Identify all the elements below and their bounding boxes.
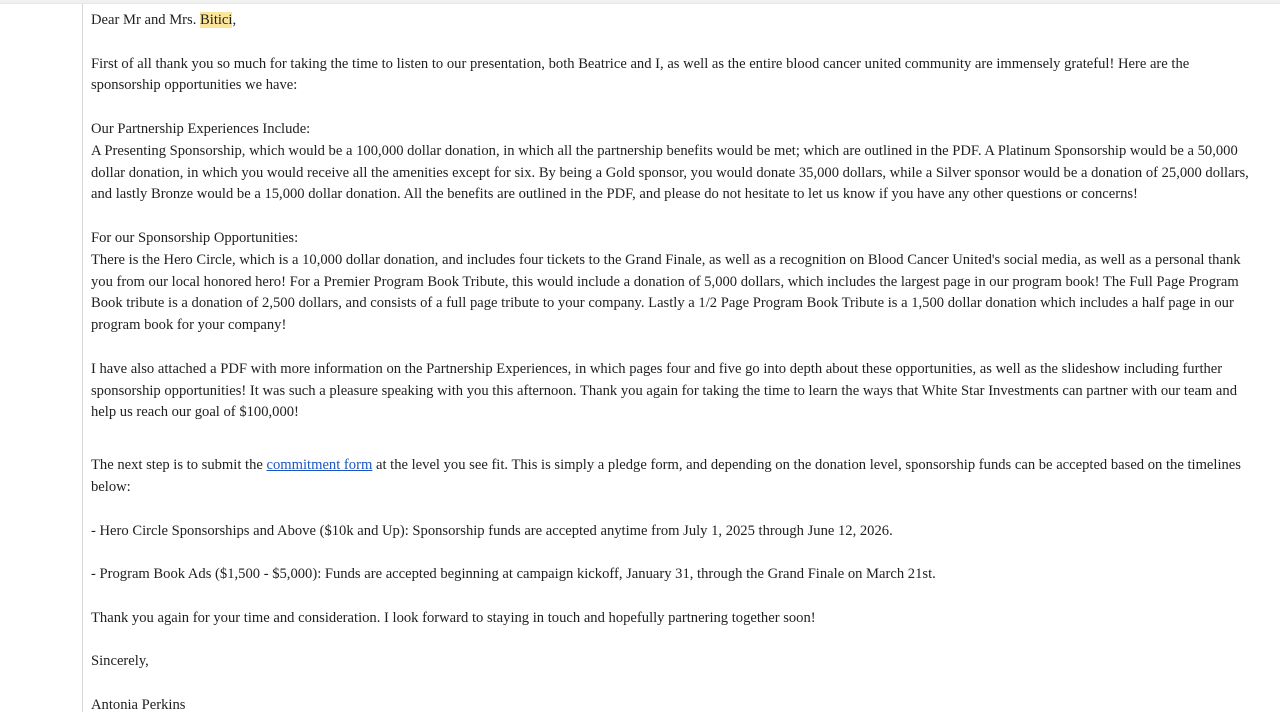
top-divider: [0, 0, 1280, 4]
left-gutter: [0, 4, 82, 712]
signature-name: Antonia Perkins: [91, 696, 186, 712]
highlighted-name: Bitici: [200, 12, 233, 28]
commitment-form-link[interactable]: commitment form: [266, 457, 373, 474]
greeting-prefix: Dear Mr and Mrs.: [91, 12, 201, 28]
left-divider: [82, 4, 83, 712]
next-step-suffix: at the level you see fit. This is simply a pledge form, and depending on the donation level, sponsorship funds can be accepted based on the timelines below:: [91, 457, 1241, 495]
partnership-heading: Our Partnership Experiences Include:: [91, 120, 311, 137]
pdf-paragraph: I have also attached a PDF with more information on the Partnership Experiences, in which pages four and five go into depth about these opportunities, as well as the slideshow including further sponsorship opportunities! It was such a pleasure speaking with you this afternoon. Thank you again for taking the time to learn the ways that White Star Investments can partner with our team and help us reach our goal of $100,000!: [91, 360, 1238, 421]
partnership-paragraph: A Presenting Sponsorship, which would be a 100,000 dollar donation, in which all the partnership benefits would be met; which are outlined in the PDF. A Platinum Sponsorship would be a 50,000 dollar donation, in which you would receive all the amenities except for six. By being a Gold sponsor, you would donate 35,000 dollars, while a Silver sponsor would be a donation of 25,000 dollars, and lastly Bronze would be a 15,000 dollar donation. All the benefits are outlined in the PDF, and please do not hesitate to let us know if you have any other questions or concerns!: [91, 142, 1249, 203]
sponsorship-heading: For our Sponsorship Opportunities:: [91, 229, 299, 246]
next-step-paragraph: [91, 455, 1259, 499]
timeline-item-program-book: - Program Book Ads ($1,500 - $5,000): Funds are accepted beginning at campaign kickoff, January 31, through the Grand Finale on March 21st.: [91, 566, 936, 583]
closing-paragraph: Thank you again for your time and consideration. I look forward to staying in touch and hopefully partnering together soon!: [91, 609, 816, 626]
email-body[interactable]: [91, 10, 1259, 712]
timeline-item-hero-circle: - Hero Circle Sponsorships and Above ($10k and Up): Sponsorship funds are accepted anytime from July 1, 2025 through June 12, 2026.: [91, 522, 893, 539]
greeting: [91, 10, 1259, 32]
intro-paragraph: First of all thank you so much for taking the time to listen to our presentation, both Beatrice and I, as well as the entire blood cancer united community are immensely grateful! Here are the sponsorship opportunities we have:: [91, 55, 1190, 94]
next-step-prefix: The next step is to submit the: [91, 457, 267, 474]
greeting-suffix: ,: [232, 12, 237, 28]
signoff: Sincerely,: [91, 653, 149, 670]
sponsorship-paragraph: There is the Hero Circle, which is a 10,000 dollar donation, and includes four tickets to the Grand Finale, as well as a recognition on Blood Cancer United's social media, as well as a personal thank you from our local honored hero! For a Premier Program Book Tribute, this would include a donation of 5,000 dollars, which includes the largest page in our program book! The Full Page Program Book tribute is a donation of 2,500 dollars, and consists of a full page tribute to your company. Lastly a 1/2 Page Program Book Tribute is a 1,500 dollar donation which includes a half page in our program book for your company!: [91, 251, 1241, 334]
